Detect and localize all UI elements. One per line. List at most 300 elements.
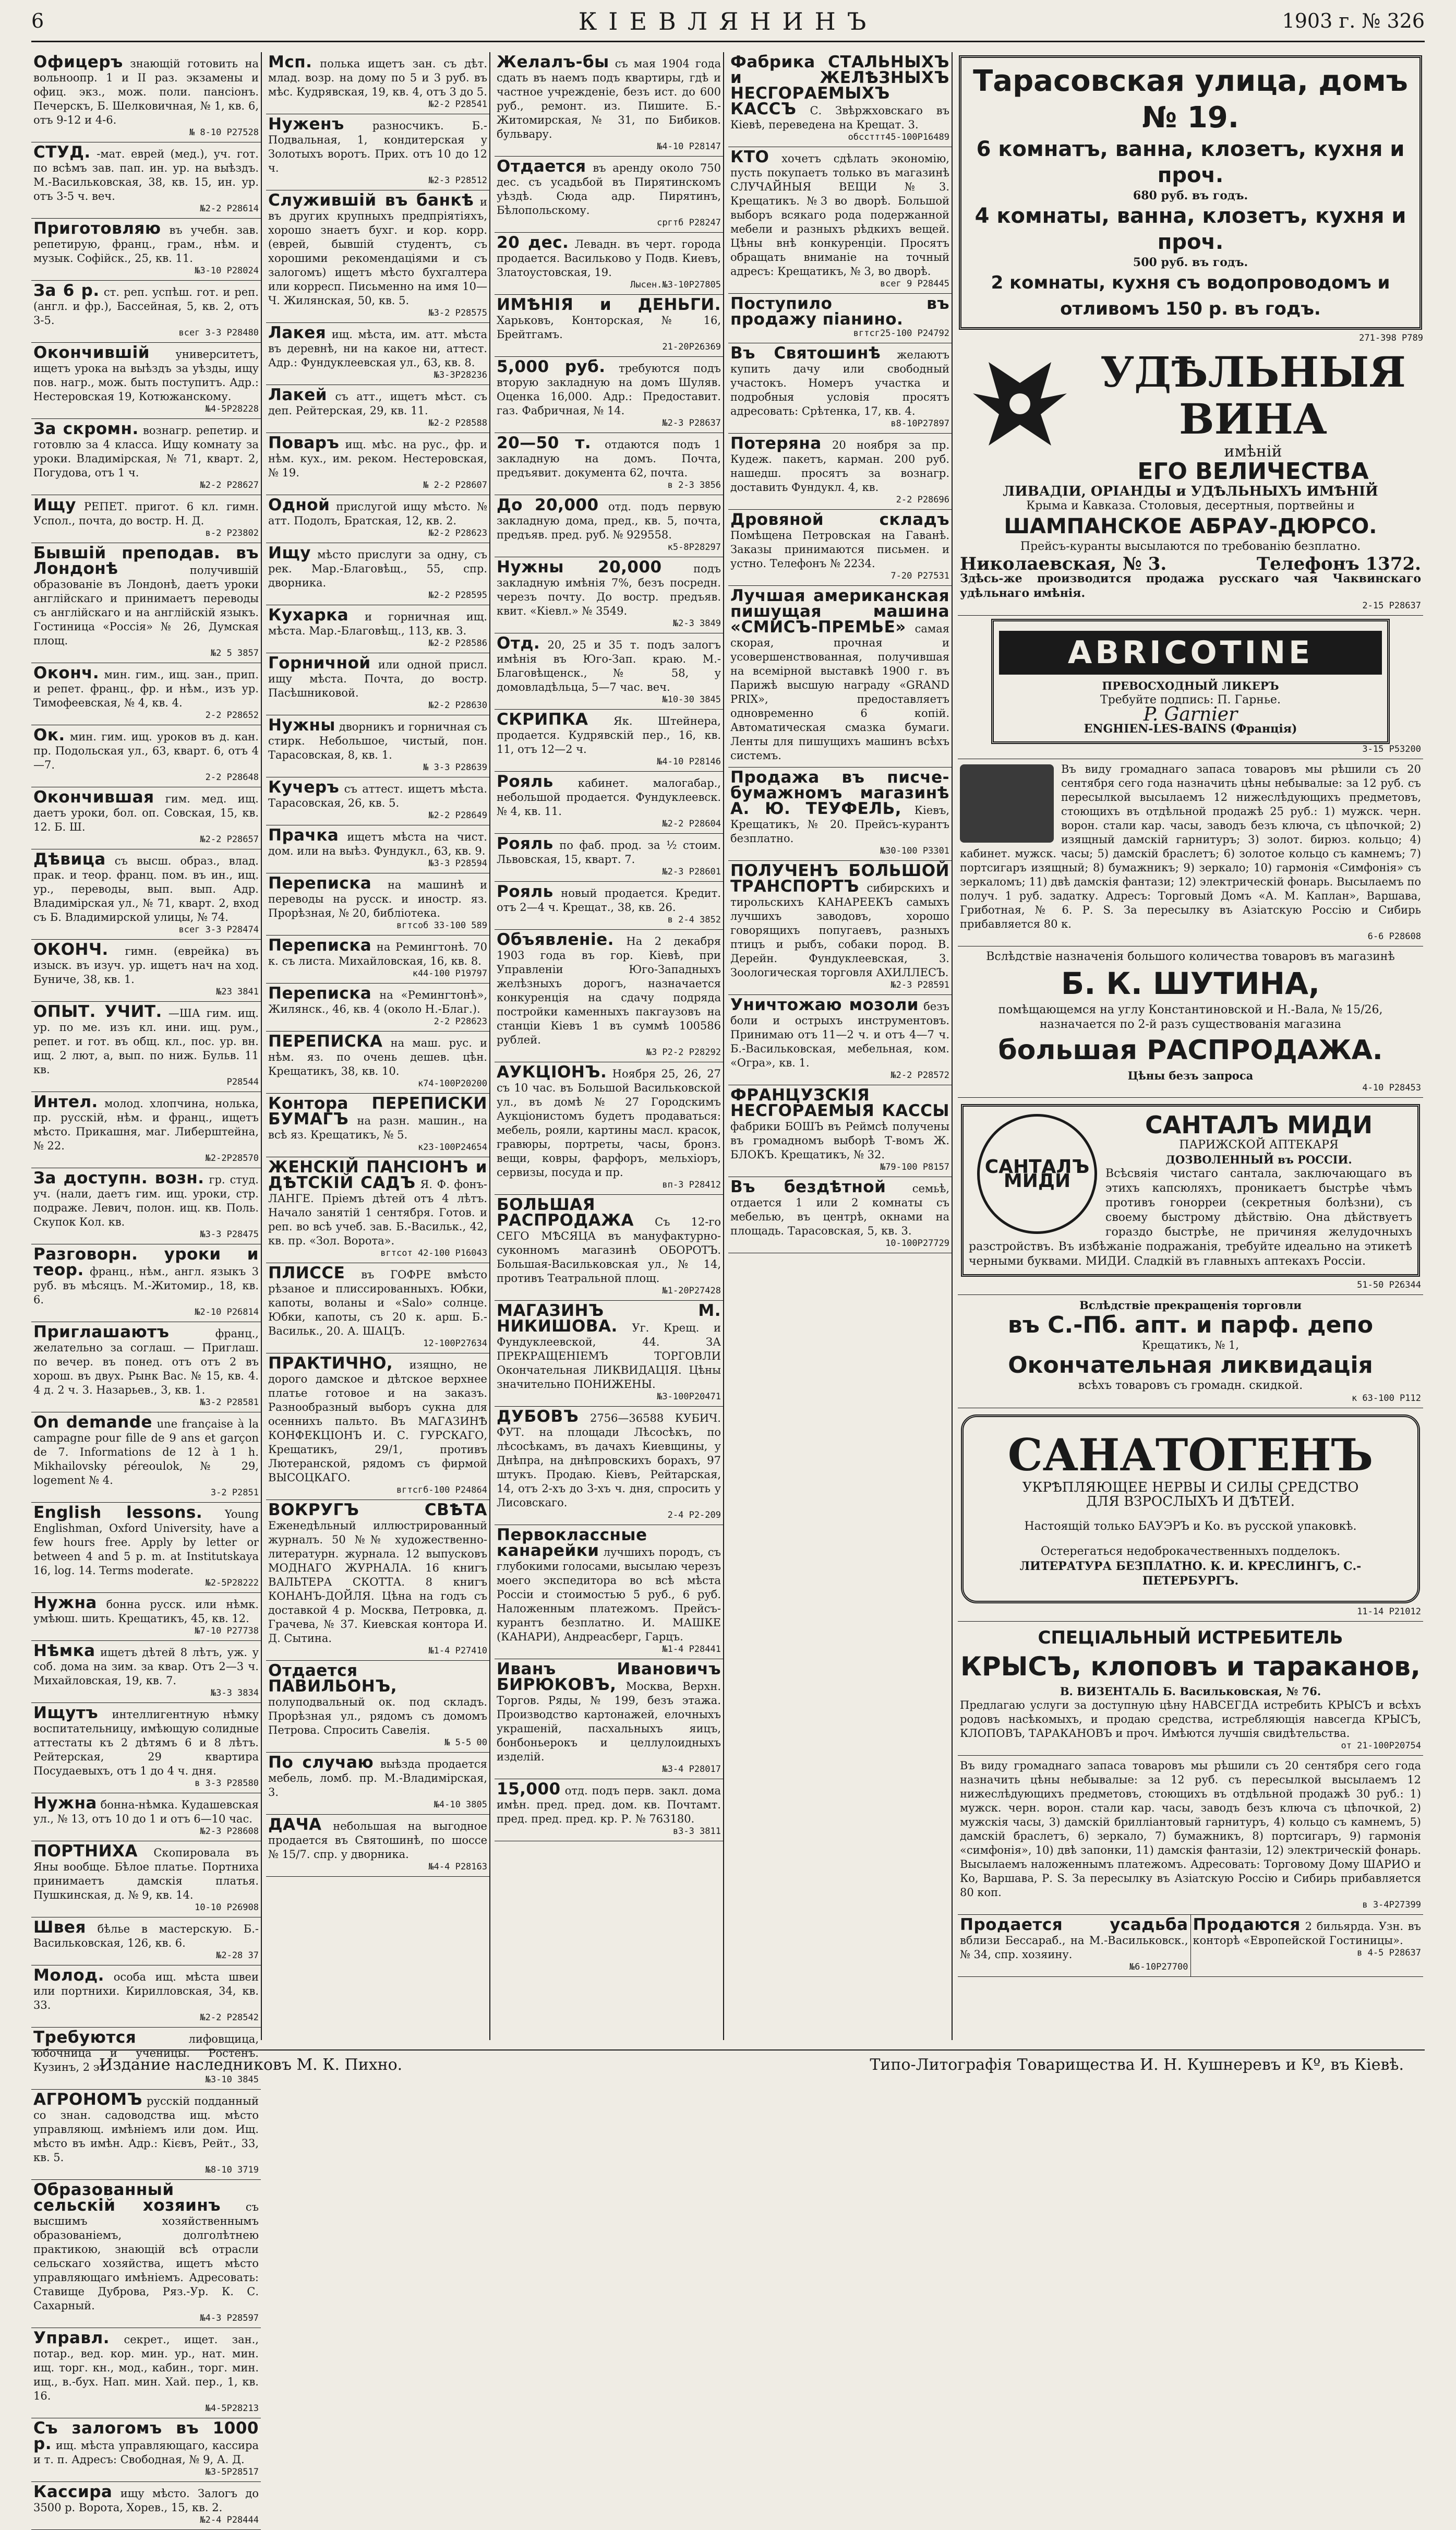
ad-body: бонна-нѣмка. Кудашевская ул., № 13, отъ 10 до 1 и отъ 6—10 час.	[33, 1798, 259, 1825]
classified-ad	[495, 882, 723, 930]
ad-body: интеллигентную нѣмку воспитательницу, имѣющую солидные аттестаты къ 2 дѣтямъ 6 и 8 лѣтъ. Рейтерская, 29 квартира Посудаевыхъ, отъ 1 до 4 ч. дня.	[33, 1708, 259, 1777]
jewelry-box-icon	[960, 764, 1054, 843]
ad-code: №7-10 Р27738	[195, 1626, 259, 1636]
ad-code: №4-5Р28228	[205, 404, 259, 414]
ad-headline: ДАЧА	[268, 1815, 322, 1834]
ad-code: в 2-3 3856	[667, 480, 721, 490]
classified-ad	[31, 419, 261, 495]
ad-headline: Поступило въ продажу піанино.	[730, 294, 949, 329]
ad-headline: Прачка	[268, 826, 339, 845]
ad-headline: Фабрика СТАЛЬНЫХЪ и ЖЕЛѢЗНЫХЪ НЕСГОРАЕМЫХЪ КАССЪ	[730, 53, 949, 118]
ad-headline: ОПЫТ. УЧИТ.	[33, 1002, 162, 1021]
ad-body: 20 ноября за пр. Кудеж. пакетъ, карман. 200 руб. нашедш. просятъ за вознагр. доставить Фундукл. 4, кв.	[730, 439, 949, 494]
ad-headline: Требуются	[33, 2028, 137, 2047]
ad-code: обссттт45-100Р16489	[848, 132, 949, 142]
ad-body: семьѣ, отдается 1 или 2 комнаты съ мебелью, въ центрѣ, окнами на площадь. Тарасовская, 5, кв. 3.	[730, 1182, 949, 1237]
classified-ad	[31, 663, 261, 725]
classified-ad	[266, 543, 489, 605]
classified-ad	[495, 233, 723, 295]
ad-line: ENGHIEN-LES-BAINS (Франція)	[1084, 722, 1297, 736]
classified-ad	[495, 633, 723, 710]
ad-body: новый продается. Кредит. отъ 2—4 ч. Крещат., 38, кв. 26.	[497, 887, 721, 914]
ad-body: Як. Штейнера, продается. Кудрявскій пер., 16, кв. 11, отъ 12—2 ч.	[497, 715, 721, 756]
ad-body: Кіевъ, Крещатикъ, № 20. Прейсъ-курантъ безплатно.	[730, 804, 949, 845]
ad-code: вгтсг25-100 Р24792	[853, 328, 949, 339]
classified-ad	[31, 1841, 261, 1917]
ad-code: №2-3 3849	[672, 618, 721, 629]
ad-body: на разн. машин., на всѣ яз. Крещатикъ, № 5.	[268, 1114, 487, 1141]
ad-line: Здѣсь-же производится продажа русскаго чая Чаквинскаго удѣльнаго имѣнія.	[960, 572, 1421, 600]
ad-body: на Ремингтонѣ. 70 к. съ листа. Михайловская, 16, кв. 8.	[268, 941, 487, 967]
ad-code: №4-4 Р28163	[428, 1862, 487, 1872]
ad-code: №2-3 Р28591	[891, 980, 949, 990]
classified-ad	[266, 715, 489, 777]
ad-code: в-2 Р23802	[205, 528, 259, 538]
ad-address: Николаевская, № 3.	[960, 554, 1167, 574]
ad-body: особа ищ. мѣста швеи или портнихи. Кирилловская, 34, кв. 33.	[33, 1971, 259, 2011]
ad-body: молод. хлопчина, нолька, пр. русскій, нѣм. и франц., ищетъ мѣсто. Прикашня, маг. Либерштейна, № 22.	[33, 1097, 259, 1152]
newspaper-title: КІЕВЛЯНИНЪ	[578, 7, 878, 35]
ad-code: 2-2 Р28696	[896, 495, 949, 505]
classified-ad	[728, 147, 952, 294]
classified-ad	[266, 1753, 489, 1815]
ad-body: —ША гим. ищ. ур. по ме. изъ кл. ини. ищ. рум., репет. и гот. въ общ. кл., пос. ур. вн. ищ. 2 лют, а, вып. по ниж. Бульв. 11 кв.	[33, 1007, 259, 1076]
ad-headline: Рояль	[497, 772, 553, 791]
ad-headline: ФРАНЦУЗСКІЯ НЕСГОРАЕМЫЯ КАССЫ	[730, 1086, 949, 1120]
ad-headline: Лучшая американская пишущая машина «СМИСЪ-ПРЕМЬЕ»	[730, 586, 949, 637]
ad-code: №2-5Р28222	[205, 1578, 259, 1588]
classified-ad	[266, 323, 489, 385]
ad-code: №10-30 3845	[662, 694, 721, 705]
ad-body: С. Звѣржховскаго въ Кіевѣ, переведена на Крещат. 3.	[730, 104, 949, 131]
classified-ad	[495, 1195, 723, 1301]
classified-ad	[266, 1353, 489, 1500]
ad-headline: Ок.	[33, 726, 65, 745]
classified-ad	[495, 772, 723, 834]
column-3	[495, 52, 724, 2040]
ad-headline: Продажа въ писче-бумажномъ магазинѣ А. Ю. ТЕУФЕЛЬ,	[730, 768, 949, 818]
ad-headline: Молод.	[33, 1966, 104, 1985]
ad-code: к23-100Р24654	[417, 1142, 487, 1153]
ad-headline: УДѢЛЬНЫЯ ВИНА	[1100, 347, 1406, 443]
ad-line: помѣщающемся на углу Константиновской и Н.-Вала, № 15/26, назначается по 2-й разъ существованія магазина	[998, 1003, 1383, 1031]
ad-code: в3-3 3811	[672, 1826, 721, 1837]
ad-line: СПЕЦІАЛЬНЫЙ ИСТРЕБИТЕЛЬ	[1038, 1627, 1343, 1648]
ad-headline: English lessons.	[33, 1503, 203, 1522]
classified-ad	[495, 1062, 723, 1195]
ad-line: большая РАСПРОДАЖА.	[998, 1035, 1383, 1066]
ad-body: получившій образованіе въ Лондонѣ, даетъ уроки англійскаго и принимаетъ переводы съ англійскаго и на англійскій языкъ. Гостиница «Россія» № 26, Думская площ.	[33, 564, 259, 647]
ad-headline: Тарасовская улица, домъ № 19.	[973, 64, 1408, 135]
ad-headline: ДУБОВЪ	[497, 1407, 579, 1426]
ad-headline: Кучеръ	[268, 778, 340, 797]
ad-code: в 4-5 Р28637	[1357, 1948, 1421, 1958]
ad-code: №2-2 Р28630	[428, 700, 487, 711]
classified-ad	[495, 357, 723, 433]
ad-body: РЕПЕТ. пригот. 6 кл. гимн. Успол., почта, до востр. Н. Д.	[33, 500, 259, 527]
ad-body: Въ виду громаднаго запаса товаровъ мы рѣшили съ 20 сентября сего года назначить цѣны небывалые: за 12 руб. съ пересылкой высылаемъ 12 нижеслѣдующихъ предметовъ, стоющихъ въ отдѣльной продажѣ 25 руб.: 1) мужск. черн. ворон. стали кар. часы, заводъ безъ ключа, съ цѣпочкой; 2) изящный дамскій гарнитуръ; 3) золот. бирюз. кольцо; 4) кабинет. мужск. часы; 5) дамскій браслетъ; 6) золотое кольцо съ камнемъ; 7) портсигаръ изящный; 8) бумажникъ; 9) зеркало; 10) гармонія «Симфонія» съ зеркаломъ; 11) двѣ дамскія фантази; 12) электрическій фонарь. Высылаемъ по получ. 1 руб. задатку. Адресъ: Торговый Домъ «А. М. Каплан», Варшава, Гриботная, № 6. Р. S. За пересылку въ Азіатскую Россію и Сибирь прибавляется 80 к.	[960, 763, 1421, 930]
ad-code: №23 3841	[216, 987, 259, 997]
classified-ad	[266, 385, 489, 433]
ad-code: №2-2 Р28595	[428, 590, 487, 601]
ad-headline: Потеряна	[730, 434, 822, 453]
ad-headline: Рояль	[497, 882, 553, 901]
ad-headline: Въ бездѣтной	[730, 1178, 886, 1196]
ad-price: 500 руб. въ годъ.	[1133, 256, 1248, 269]
ad-headline: ПЛИССЕ	[268, 1264, 345, 1282]
ad-headline: Образованный сельскій хозяинъ	[33, 2180, 221, 2215]
classified-ad	[495, 52, 723, 157]
classified-ad	[31, 2418, 261, 2482]
classified-ad	[266, 984, 489, 1032]
ad-body: и горничная ищ. мѣста. Мар.-Благовѣщ., 113, кв. 3.	[268, 610, 487, 637]
ad-price: 680 руб. въ годъ.	[1133, 189, 1248, 202]
classified-ad	[495, 834, 723, 882]
ad-code: №2-2 Р28627	[200, 480, 259, 490]
ad-headline: ИМѢНІЯ и ДЕНЬГИ.	[497, 295, 721, 314]
ad-code: №2-3 Р28601	[662, 867, 721, 877]
classified-ad	[266, 653, 489, 715]
ad-headline: За скромн.	[33, 419, 139, 438]
ad-line: Цѣны безъ запроса	[1127, 1069, 1254, 1082]
ad-body: или одной присл. ищу мѣста. Почта, до востр. Пасѣшниковой.	[268, 658, 487, 699]
ad-body: Уг. Крещ. и Фундуклеевской, 44. ЗА ПРЕКРАЩЕНІЕМЪ ТОРГОВЛИ Окончательная ЛИКВИДАЦІЯ. Цѣны значительно ПОНИЖЕНЫ.	[497, 1322, 721, 1390]
ad-line: ПАРИЖСКОЙ АПТЕКАРЯ	[1179, 1138, 1339, 1152]
ad-line: Настоящій только БАУЭРЪ и Ко. въ русской упаковкѣ.	[1024, 1520, 1357, 1533]
ad-body: гим. мед. ищ. даетъ уроки, бол. оп. Совская, 15, кв. 12. Б. Ш.	[33, 793, 259, 833]
ad-body: На 2 декабря 1903 года въ гор. Кіевѣ, при Управленіи Юго-Западныхъ желѣзныхъ дорогъ, назначается конкуренція на сдачу подряда постройки каменныхъ пакгаузовъ на станціи Кіевъ 1 въ суммѣ 100586 рублей.	[497, 935, 721, 1046]
ad-headline: Окончившая	[33, 788, 154, 807]
ad-body: мин. гим., ищ. зан., прип. и репет. франц., фр. и нѣм., изъ ур. Тимофеевская, № 4, кв. 4.	[33, 668, 259, 709]
ad-body: выѣзда продается мебель, ломб. пр. М.-Владимірская, 3.	[268, 1758, 487, 1798]
ad-sale-sharyo	[958, 1756, 1423, 1915]
ad-code: №79-100 Р8157	[880, 1162, 949, 1172]
ad-code: №3 Р2-2 Р28292	[646, 1047, 721, 1058]
classified-ad	[31, 2328, 261, 2418]
classified-ad	[31, 2180, 261, 2328]
ad-body: требуются подъ вторую закладную на домъ Шуляв. Оценка 16,000. Адр.: Предоставит. газ. Фабричная, № 14.	[497, 362, 721, 417]
ad-body: une française à la campagne pour fille de 9 ans et garçon de 7. Informations de 12 à 1 h. Mikhailovsky pérеоulok, № 29, logement № 4.	[33, 1418, 259, 1486]
ad-body: безъ боли и острыхъ инструментовъ. Принимаю отъ 11—2 ч. и отъ 4—7 ч. Б.-Васильковская, мебельная, ком. «Огра», кв. 1.	[730, 1000, 949, 1069]
classified-ad	[266, 1263, 489, 1353]
classified-ad	[31, 1503, 261, 1593]
ad-code: в 2-4 3852	[667, 915, 721, 925]
issue-number: 1903 г. № 326	[1282, 9, 1425, 32]
ad-headline: Переписка	[268, 984, 372, 1003]
ad-line: ДЛЯ ВЗРОСЛЫХЪ И ДѢТЕЙ.	[1086, 1494, 1295, 1509]
ad-body: полька ищетъ зан. съ дѣт. млад. возр. на дому по 5 и 3 руб. въ мѣс. Кудрявская, 19, кв. 4, отъ 3 до 5.	[268, 57, 487, 98]
ad-abricotine	[958, 616, 1423, 759]
classified-ad	[31, 940, 261, 1002]
ad-body: -мат. еврей (мед.), уч. гот. по всѣмъ зав. пап. ин. ур. на выѣздъ. М.-Васильковская, 38, кв. 15, ин. ур. отъ 3-5 ч. веч.	[33, 148, 259, 202]
classified-ad	[495, 295, 723, 357]
ad-line: Остерегаться недоброкачественныхъ подделокъ.	[1040, 1545, 1341, 1558]
classified-ad	[266, 825, 489, 873]
classified-ad	[266, 605, 489, 653]
ad-body: полуподвальный ок. под складъ. Прорѣзная ул., рядомъ съ домомъ Петрова. Спросить Савелія.	[268, 1696, 487, 1736]
ad-body: бонна русск. или нѣмк. умѣюш. шить. Крещатикъ, 45, кв. 12.	[33, 1598, 259, 1625]
ad-code: №2-4 Р28444	[200, 2515, 259, 2525]
ad-headline: МАГАЗИНЪ М. НИКИШОВА.	[497, 1301, 721, 1336]
ad-code: №8-10 3719	[205, 2165, 259, 2175]
classified-ad	[266, 1094, 489, 1157]
ad-code: 3-2 Р2851	[210, 1488, 259, 1498]
ad-headline: Переписка	[268, 936, 372, 955]
ad-headline: Кассира	[33, 2483, 113, 2501]
classified-ad	[266, 873, 489, 936]
ad-body: лифовщица, юбочница и ученицы. Ростенъ. Кузинъ, 2 эт.	[33, 2033, 259, 2073]
ad-shutina	[958, 946, 1423, 1098]
classified-ad	[266, 190, 489, 323]
ad-line: Вслѣдствіе прекращенія торговли	[1079, 1299, 1302, 1312]
classified-ad	[31, 281, 261, 343]
bottom-ads	[958, 1915, 1423, 1977]
classified-ad	[728, 861, 952, 995]
ad-headline: БОЛЬШАЯ РАСПРОДАЖА	[497, 1195, 634, 1230]
ad-body: ищ. мѣста управляющаго, кассира и т. п. Адресъ: Свободная, № 9, А. Д.	[33, 2439, 259, 2466]
classified-ad	[31, 343, 261, 419]
ad-headline: Отдается	[497, 157, 586, 176]
ad-line: ЕГО ВЕЛИЧЕСТВА	[1137, 458, 1369, 485]
ad-code: №2-2 Р28588	[428, 418, 487, 428]
ad-prodayutsya	[1191, 1915, 1424, 1977]
ad-body: Еженедѣльный иллюстрированный журналъ. 50 №№ художественно-литературн. журнала. 12 выпусковъ МОДНАГО ЖУРНАЛА. 16 книгъ ВАЛЬТЕРА СКОТТА. 8 книгъ КОНАНЪ-ДОЙЛЯ. Цѣна на годъ съ доставкой 4 р. Москва, Петровка, д. Грачева, № 37. Киевская контора И. Д. Сытина.	[268, 1519, 487, 1645]
ad-headline: СТУД.	[33, 143, 91, 162]
ad-code: №2-2 Р28572	[891, 1070, 949, 1081]
ad-headline: 20—50 т.	[497, 434, 592, 452]
column-2	[266, 52, 490, 2040]
ad-phone: Телефонъ 1372.	[1256, 554, 1421, 574]
ad-line: Окончательная ликвидація	[1008, 1352, 1373, 1378]
ad-code: № 2-2 Р28607	[423, 480, 487, 490]
ad-headline: Приготовляю	[33, 219, 161, 238]
ad-headline: въ С.-Пб. апт. и парф. депо	[1007, 1312, 1374, 1338]
ad-body: мин. гим. ищ. уроков въ д. кан. пр. Подольская ул., 63, кварт. 6, отъ 4—7.	[33, 730, 259, 771]
ad-code: от 21-100Р20754	[1341, 1741, 1421, 1751]
ad-code: сргтб Р28247	[657, 218, 721, 228]
ad-code: 2-2 Р28623	[434, 1016, 487, 1027]
ad-code: всег 3-3 Р28474	[178, 925, 259, 935]
ad-headline: Б. К. ШУТИНА,	[1061, 966, 1320, 1001]
ad-body: въ ГОФРЕ вмѣсто рѣзаное и плиссированныхъ. Юбки, капоты, воланы и «Salo» солнце. Юбки, капоты, съ 20 к. арш. Б.-Васильк., 20. А. ШАЦЪ.	[268, 1268, 487, 1337]
classified-ad	[495, 1525, 723, 1659]
ad-body: по фаб. прод. за ½ стоим. Львовская, 15, кварт. 7.	[497, 839, 721, 866]
ad-code: всег 3-3 Р28480	[178, 328, 259, 338]
ad-code: 2-4 Р2-209	[667, 1510, 721, 1520]
classified-ad	[495, 433, 723, 495]
ad-body: на «Ремингтонѣ», Жилянск., 46, кв. 4 (около Н.-Благ.).	[268, 989, 487, 1015]
ad-body: мѣсто прислуги за одну, съ рек. Мар.-Благовѣщ., 55, спр. дворника.	[268, 548, 487, 589]
ad-headline: СКРИПКА	[497, 710, 588, 729]
classified-ad	[495, 1779, 723, 1841]
ad-code: 271-398 Р789	[1359, 333, 1423, 343]
ad-code: №3-10 3845	[205, 2075, 259, 2085]
classified-ad	[728, 294, 952, 343]
ad-code: №2-3 Р28637	[662, 418, 721, 428]
classified-ad	[31, 52, 261, 142]
ad-headline: Первоклассные канарейки	[497, 1526, 647, 1560]
ad-line: В. ВИЗЕНТАЛЬ Б. Васильковская, № 76.	[1060, 1685, 1321, 1698]
ad-headline: 20 дес.	[497, 233, 569, 252]
ad-headline: Продается усадьба	[960, 1915, 1188, 1934]
ad-code: №4-10 Р28147	[657, 141, 721, 152]
ad-code: 4-10 Р28453	[1362, 1083, 1421, 1093]
classified-ad	[31, 1965, 261, 2028]
ad-code: 11-14 Р21012	[1357, 1606, 1421, 1617]
ad-headline: По случаю	[268, 1753, 374, 1772]
ad-usadba	[958, 1915, 1191, 1977]
ad-headline: Горничной	[268, 654, 371, 673]
ad-body: прислугой ищу мѣсто. № атт. Подолъ, Братская, 12, кв. 2.	[268, 500, 487, 527]
classified-ad	[31, 1322, 261, 1412]
ad-headline: Контора ПЕРЕПИСКИ БУМАГЪ	[268, 1094, 487, 1129]
ad-headline: За 6 р.	[33, 281, 100, 300]
classified-ad	[31, 849, 261, 940]
ad-body: 2 бильярда. Узн. въ конторѣ «Европейской Гостиницы».	[1193, 1920, 1421, 1947]
classified-ad	[266, 1661, 489, 1753]
ad-code: №2 5 3857	[210, 648, 259, 658]
classified-ad	[728, 343, 952, 434]
ad-body: университетъ, ищетъ урока на выѣздъ за уѣзды, ищу пов. нагр., мож. быть поступитъ. Адр.: Нестеровская 19, Котюжанскому.	[33, 348, 259, 403]
classified-ad	[495, 557, 723, 633]
ad-line: всѣхъ товаровъ съ громадн. скидкой.	[1078, 1379, 1303, 1392]
ad-headline: Ищу	[268, 544, 311, 562]
classified-ad	[31, 787, 261, 849]
ad-code: к44-100 Р19797	[412, 968, 487, 979]
ad-code: №6-10Р27700	[1129, 1962, 1188, 1972]
ad-headline: ПОРТНИХА	[33, 1842, 138, 1861]
ad-code: 2-2 Р28652	[205, 710, 259, 721]
ad-body: отд. подъ перв. закл. дома имѣн. пред. пред. дом. кв. Почтамт. пред. пред. пред. кр. Р. № 763180.	[497, 1784, 721, 1825]
classified-ad	[728, 1085, 952, 1177]
classified-ad	[266, 1157, 489, 1263]
ad-code: №1-4 Р28441	[662, 1644, 721, 1654]
ad-line: 6 комнатъ, ванна, клозетъ, кухня и проч.	[976, 137, 1405, 187]
ad-code: к 63-100 Р112	[1351, 1393, 1421, 1404]
ad-body: подъ закладную имѣнія 7%, безъ посредн. черезъ почту. До востр. предъяв. квит. «Кіевл.» № 3549.	[497, 562, 721, 617]
classified-ad	[31, 2090, 261, 2180]
ad-code: 2-2 Р28648	[205, 772, 259, 783]
ad-code: №4-10 Р28146	[657, 757, 721, 767]
ad-headline: Нужна	[33, 1794, 97, 1813]
page-number: 6	[31, 9, 44, 32]
ad-headline: 15,000	[497, 1780, 561, 1798]
ad-code: № 3-3 Р28639	[423, 762, 487, 773]
ad-body: съ аттест. ищетъ мѣста. Тарасовская, 26, кв. 5.	[268, 783, 487, 809]
ad-code: Лысен.№3-10Р27805	[630, 280, 721, 290]
classified-ad	[31, 1244, 261, 1322]
ad-code: №3-2 Р28581	[200, 1397, 259, 1408]
ad-line: Вслѣдствіе назначенія большого количества товаровъ въ магазинѣ	[986, 950, 1395, 963]
ad-headline: Служившій въ банкѣ	[268, 191, 474, 210]
ad-headline: Оконч.	[33, 664, 100, 682]
classified-ad	[266, 777, 489, 825]
ad-body: ст. реп. успѣш. гот. и реп. (англ. и фр.), Бассейная, 5, кв. 2, отъ 3-5.	[33, 286, 259, 327]
ad-body: Предлагаю услуги за доступную цѣну НАВСЕГДА истребить КРЫСЪ и всѣхъ родовъ насѣкомыхъ, и продаю средства, истребляющія навсегда КРЫСЪ, КЛОПОВЪ, ТАРАКАНОВЪ и проч. Имѣются лучшія свидѣтельства.	[960, 1699, 1421, 1740]
ad-line: Требуйте подпись: П. Гарнье.	[1100, 693, 1281, 706]
ad-code: 10-10 Р26908	[195, 1902, 259, 1913]
ad-code: 2-15 Р28637	[1362, 601, 1421, 611]
ad-code: вгтсот 42-100 Р16043	[380, 1248, 487, 1258]
masthead	[31, 4, 1425, 42]
ad-headline: ПРАКТИЧНО,	[268, 1354, 393, 1373]
classified-ad	[266, 52, 489, 114]
ad-sanatogen	[958, 1408, 1423, 1622]
classified-ad	[266, 495, 489, 543]
ad-headline: Объявленіе.	[497, 930, 614, 949]
ad-headline: Дровяной складъ	[730, 510, 949, 529]
ad-code: к5-8Р28297	[667, 542, 721, 553]
ad-headline: Переписка	[268, 874, 372, 893]
ad-line: ЛИТЕРАТУРА БЕЗПЛАТНО. К. И. КРЕСЛИНГЪ, С.-ПЕТЕРБУРГЪ.	[1019, 1560, 1362, 1588]
ad-body: франц., желательно за соглаш. — Приглаш. по вечер. въ понед. отъ отъ 2 въ хорош. въ двух. Рынк Вас. № 15, кв. 4. 4 д. 2 ч. 3. Назарьев., 3, кв. 1.	[33, 1327, 259, 1396]
ad-body: ищ. мѣс. на рус., фр. и нѣм. кух., им. реком. Нестеровская, № 19.	[268, 438, 487, 479]
classified-ad	[728, 995, 952, 1085]
ad-line: 4 комнаты, ванна, клозетъ, кухня и проч.	[974, 204, 1406, 254]
ad-body: ищетъ мѣста на чист. дом. или на выѣз. Фундукл., 63, кв. 9.	[268, 831, 487, 857]
classified-ad	[31, 1412, 261, 1503]
ad-body: съ мая 1904 года сдать въ наемъ подъ квартиры, гдѣ и частное учрежденіе, безъ ист. до 600 руб., ремонт. из. Пишите. Б.-Житомирская, № 31, по Бибиков. бульвару.	[497, 57, 721, 140]
ad-body: и въ других крупныхъ предпріятіяхъ, хорошо знаетъ бухг. и кор. корр. (еврей, бывшій студентъ, съ хорошими рекомендаціями и съ залогомъ) ищетъ мѣсто бухгалтера или корресп. Письменно на имя 10—Ч. Жилянская, 50, кв. 5.	[268, 196, 487, 307]
classified-ad	[495, 157, 723, 233]
ad-code: вгтсоб 33-100 589	[396, 920, 487, 931]
ad-headline: ОКОНЧ.	[33, 940, 109, 959]
ad-headline: Нужны 20,000	[497, 558, 662, 577]
ad-line: Прейсъ-куранты высылаются по требованію безплатно.	[1020, 540, 1361, 553]
ad-body: съ высш. образ., влад. прак. и теор. франц. пом. въ ин., ищ. ур., переводы, вып. вып. Адр. Владимірская ул., № 71, кварт. 2, вход съ Б. Владимирской улицы, № 74.	[33, 855, 259, 924]
ad-body: вознагр. репетир. и готовлю за 4 класса. Ищу комнату за уроки. Владимірская, № 71, кварт. 2, Погудова, отъ 1 ч.	[33, 424, 259, 479]
ad-santal-midi	[958, 1098, 1423, 1295]
ad-headline: КТО	[730, 148, 769, 166]
classified-ad	[31, 1703, 261, 1793]
ad-code: вгтсгб-100 Р24864	[396, 1485, 487, 1495]
ad-code: № 5-5 00	[444, 1737, 487, 1748]
ad-code: №2-3 Р28608	[200, 1826, 259, 1837]
ad-body: на маш. рус. и нѣм. яз. по очень дешев. цѣн. Крещатикъ, 38, кв. 10.	[268, 1037, 487, 1077]
ad-headline: ПОЛУЧЕНЪ БОЛЬШОЙ ТРАНСПОРТЪ	[730, 861, 949, 896]
classified-ad	[728, 52, 952, 147]
classified-ad	[728, 768, 952, 861]
ad-body: ищу мѣсто. Залогъ до 3500 р. Ворота, Хорев., 15, кв. 2.	[33, 2487, 259, 2514]
classified-ad	[31, 142, 261, 219]
ad-body: въ учебн. зав. репетирую, франц., грам., нѣм. и музык. Софійск., 25, кв. 11.	[33, 224, 259, 265]
ad-headline: АУКЦІОНЪ.	[497, 1063, 607, 1082]
ad-line: ЛИВАДІИ, ОРІАНДЫ и УДѢЛЬНЫХЪ ИМѢНІЙ	[1003, 484, 1378, 499]
ad-body: небольшая на выгодное продается въ Святошинѣ, по шоссе № 15/7. спр. у дворника.	[268, 1820, 487, 1861]
ad-body: вблизи Бессараб., на М.-Васильковск., № 34, спр. хозяину.	[960, 1934, 1188, 1961]
ad-headline: ВОКРУГЪ СВѢТА	[268, 1501, 487, 1519]
ad-line: ПРЕВОСХОДНЫЙ ЛИКЕРЪ	[1102, 679, 1279, 692]
ad-headline: Нуженъ	[268, 115, 344, 134]
ad-body: Москва, Верхн. Торгов. Ряды, № 199, безъ этажа. Производство картонажей, елочныхъ украшеній, пасхальныхъ яицъ, бонбоньерокъ и целлулоидныхъ изделій.	[497, 1680, 721, 1763]
ad-body: съ атт., ищетъ мѣст. съ деп. Рейтерская, 29, кв. 11.	[268, 390, 487, 417]
classified-ad	[495, 495, 723, 557]
ad-headline: Разговорн. уроки и теор.	[33, 1245, 259, 1279]
ad-line: ДОЗВОЛЕННЫЙ въ РОССІИ.	[1165, 1153, 1352, 1166]
classified-ad	[728, 510, 952, 586]
classified-ad	[266, 936, 489, 984]
ad-headline: Въ Святошинѣ	[730, 344, 881, 363]
ad-headline: On demande	[33, 1413, 152, 1432]
ad-headline: Бывшій преподав. въ Лондонѣ	[33, 544, 259, 578]
ad-body: 2756—36588 КУБИЧ. ФУТ. на площади Лѣсосѣкъ, по лѣсосѣкамъ, въ дачахъ Киевщины, у Днѣпра, на днѣпровскихъ борахъ, 97 штукъ. Продаю. Кіевъ, Рейтарская, 14, отъ 2-хъ до 3-хъ ч. дня, спросить у Лисовскаго.	[497, 1412, 721, 1509]
ad-code: №2-2 Р28542	[200, 2012, 259, 2023]
ad-headline: ПЕРЕПИСКА	[268, 1032, 383, 1051]
ad-tarasovskaya	[959, 55, 1422, 330]
classified-ad	[31, 219, 261, 281]
ad-line: имѣній	[1224, 442, 1282, 461]
ad-body: лучшихъ породъ, съ глубокими голосами, высылаю черезъ моего экспедитора во всѣ мѣста Россіи и стоимостью 5 руб., 6 руб. Наложенным платежомъ. Прейсъ-курантъ безплатно. И. МАШКЕ (КАНАРИ), Андреасберг, Гарцъ.	[497, 1546, 721, 1643]
